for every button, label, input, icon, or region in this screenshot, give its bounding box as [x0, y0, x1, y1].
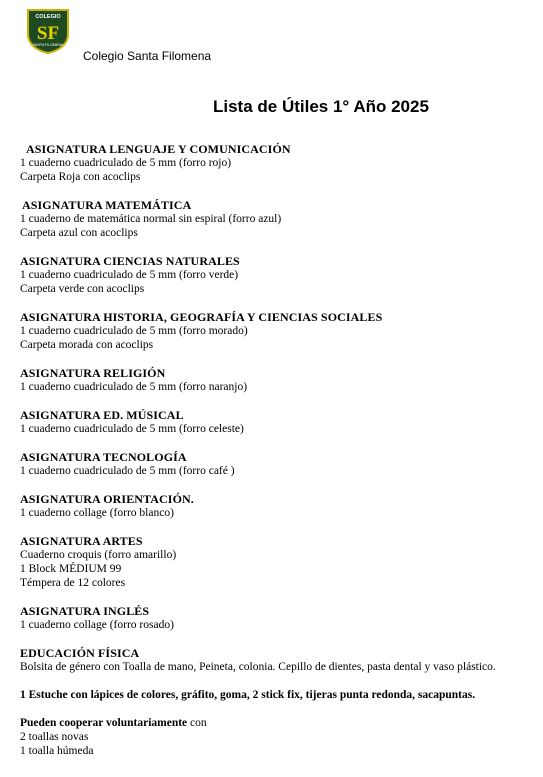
cooperate-section	[20, 716, 530, 758]
subject-heading: ASIGNATURA ED. MÚSICAL	[20, 408, 184, 422]
school-logo	[26, 8, 70, 54]
supply-item: 1 cuaderno cuadriculado de 5 mm (forro celeste)	[20, 423, 244, 435]
supply-item: 1 cuaderno cuadriculado de 5 mm (forro verde)	[20, 269, 239, 281]
supply-item: Carpeta Roja con acoclips	[20, 171, 141, 183]
logo-top-text: COLEGIO	[35, 14, 61, 20]
supply-item: 1 cuaderno cuadriculado de 5 mm (forro naranjo)	[20, 381, 248, 393]
subject-section	[20, 646, 530, 674]
subject-section	[20, 492, 530, 520]
supply-item: 1 cuaderno cuadriculado de 5 mm (forro morado)	[20, 325, 248, 337]
subject-section	[20, 534, 530, 590]
supply-item: Cuaderno croquis (forro amarillo)	[20, 549, 177, 561]
cooperate-item: 1 toalla húmeda	[20, 745, 94, 757]
supply-list	[20, 142, 530, 758]
subject-heading: ASIGNATURA HISTORIA, GEOGRAFÍA Y CIENCIAS SOCIALES	[20, 310, 383, 324]
supply-item: 1 Block MÉDIUM 99	[20, 563, 122, 575]
subject-section	[20, 198, 530, 240]
subject-section	[20, 450, 530, 478]
subject-section	[20, 604, 530, 632]
cooperate-item: 2 toallas novas	[20, 731, 89, 743]
supply-item: Carpeta verde con acoclips	[20, 283, 145, 295]
subject-section	[20, 408, 530, 436]
school-name: Colegio Santa Filomena	[83, 49, 212, 63]
subject-heading: ASIGNATURA INGLÉS	[20, 604, 150, 618]
subject-section	[20, 366, 530, 394]
subject-heading: ASIGNATURA ORIENTACIÓN.	[20, 492, 194, 506]
subject-section	[20, 310, 530, 352]
subject-heading: ASIGNATURA TECNOLOGÍA	[20, 450, 187, 464]
subject-heading: ASIGNATURA ARTES	[20, 534, 143, 548]
subject-heading: ASIGNATURA MATEMÁTICA	[22, 198, 192, 212]
subject-heading: ASIGNATURA RELIGIÓN	[20, 366, 166, 380]
subject-section	[20, 254, 530, 296]
supply-item: 1 cuaderno collage (forro rosado)	[20, 619, 174, 631]
subject-heading: ASIGNATURA CIENCIAS NATURALES	[20, 254, 240, 268]
sections-container	[20, 142, 530, 674]
supply-item: 1 cuaderno cuadriculado de 5 mm (forro rojo)	[20, 157, 232, 169]
supply-item: 1 cuaderno de matemática normal sin espiral (forro azul)	[20, 213, 282, 225]
supply-item: Bolsita de género con Toalla de mano, Peineta, colonia. Cepillo de dientes, pasta dental y vaso plástico.	[20, 661, 496, 673]
logo-monogram: SF	[36, 23, 60, 44]
subject-section	[20, 142, 530, 184]
cooperate-lead	[20, 716, 530, 730]
supply-item: Témpera de 12 colores	[20, 577, 126, 589]
supply-item: Carpeta azul con acoclips	[20, 227, 138, 239]
supply-item: 1 cuaderno cuadriculado de 5 mm (forro café )	[20, 465, 235, 477]
logo-bottom-text: SANTA FILOMENA	[32, 43, 64, 47]
subject-heading: ASIGNATURA LENGUAJE Y COMUNICACIÓN	[26, 142, 291, 156]
page-title: Lista de Útiles 1° Año 2025	[213, 97, 429, 116]
cooperate-lead-bold: Pueden cooperar voluntariamente	[20, 717, 188, 729]
supply-item: Carpeta morada con acoclips	[20, 339, 154, 351]
subject-heading: EDUCACIÓN FÍSICA	[20, 646, 140, 660]
cooperate-lead-rest: con	[187, 717, 207, 729]
pencil-case-note: 1 Estuche con lápices de colores, gráfito, goma, 2 stick fix, tijeras punta redonda, sacapuntas.	[20, 689, 476, 701]
supply-item: 1 cuaderno collage (forro blanco)	[20, 507, 174, 519]
